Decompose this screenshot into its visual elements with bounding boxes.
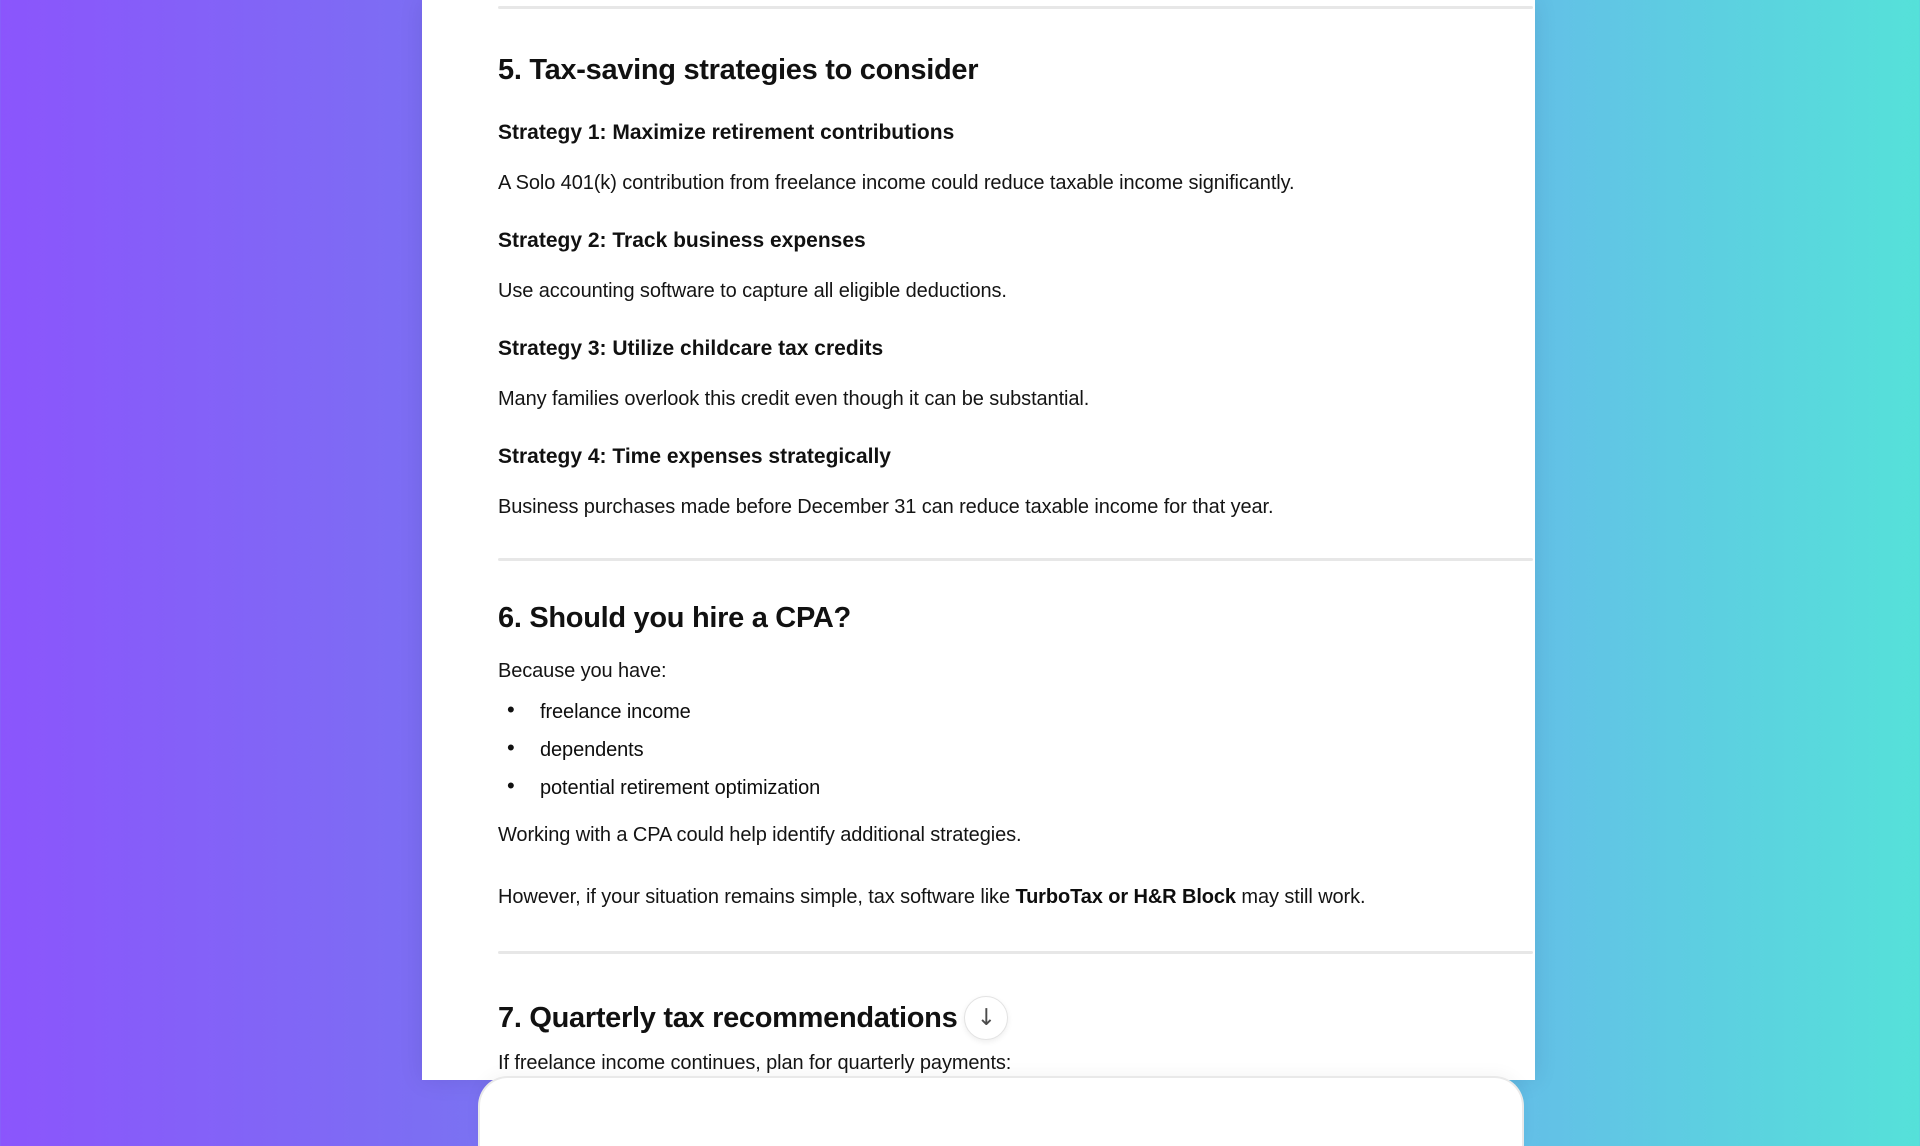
section-7-heading-row [498, 996, 1533, 1040]
closing-sentence [498, 882, 1533, 912]
strategy-2-title: Strategy 2: Track business expenses [498, 229, 866, 252]
closing-suffix: may still work. [1235, 886, 1366, 908]
closing-prefix: However, if your situation remains simple, tax software like [498, 886, 1016, 908]
section-divider [498, 6, 1533, 9]
section-heading-5: 5. Tax-saving strategies to consider [498, 54, 979, 86]
list-item: • dependents [498, 736, 1533, 764]
arrow-down-icon: ↓ [976, 1004, 997, 1031]
bold-text: TurboTax or H&R Block [1015, 886, 1236, 908]
cpa-note: Working with a CPA could help identify additional strategies. [498, 824, 1022, 846]
list-item: • freelance income [498, 698, 1533, 726]
scroll-to-bottom-button[interactable] [964, 996, 1008, 1040]
chat-transcript [422, 6, 1533, 1086]
section-6-intro: Because you have: [498, 660, 667, 682]
chat-window [422, 0, 1535, 1080]
strategy-1-title: Strategy 1: Maximize retirement contributions [498, 121, 955, 144]
reasons-list [498, 698, 1533, 802]
strategy-3-body: Many families overlook this credit even though it can be substantial. [498, 388, 1090, 410]
strategy-1-body: A Solo 401(k) contribution from freelance income could reduce taxable income significantly. [498, 172, 1295, 194]
strategy-4-title: Strategy 4: Time expenses strategically [498, 445, 891, 468]
section-heading-6: 6. Should you hire a CPA? [498, 602, 851, 634]
composer-input[interactable] [478, 1076, 1524, 1146]
section-divider [498, 558, 1533, 561]
strategy-2-body: Use accounting software to capture all eligible deductions. [498, 280, 1007, 302]
strategy-4-body: Business purchases made before December 31 can reduce taxable income for that year. [498, 496, 1274, 518]
strategy-3-title: Strategy 3: Utilize childcare tax credits [498, 337, 884, 360]
section-7-intro: If freelance income continues, plan for quarterly payments: [498, 1052, 1012, 1074]
list-item: • potential retirement optimization [498, 774, 1533, 802]
section-heading-7: 7. Quarterly tax recommendations [498, 1002, 958, 1034]
section-divider [498, 951, 1533, 954]
